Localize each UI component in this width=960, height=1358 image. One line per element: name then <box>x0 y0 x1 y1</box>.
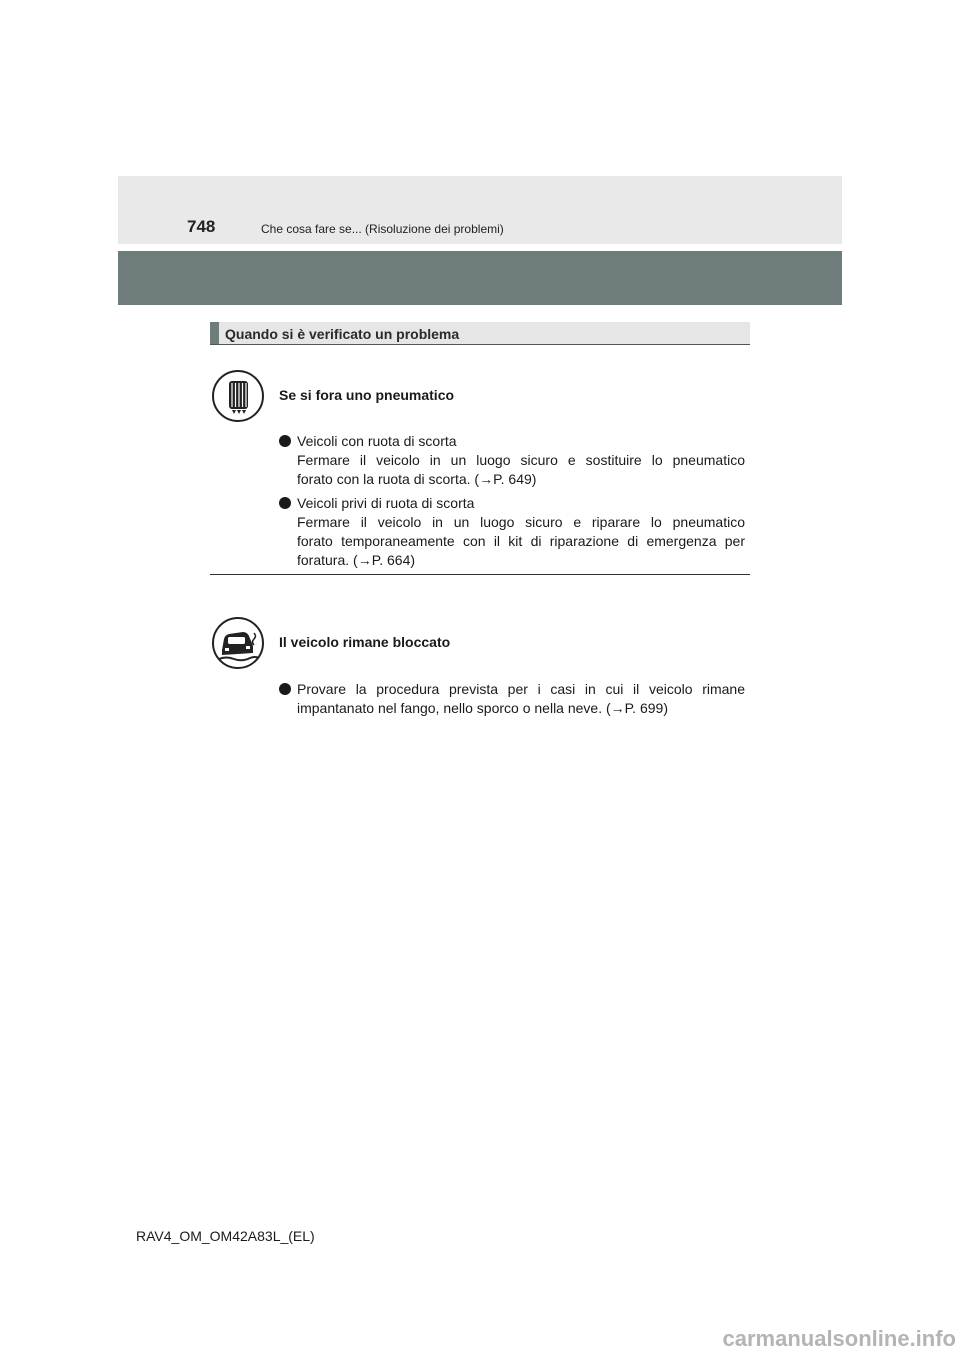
bullet-marker <box>279 497 291 509</box>
bullet-text-no-spare-wheel <box>297 494 745 570</box>
item-title-stuck-vehicle: Il veicolo rimane bloccato <box>279 634 451 650</box>
bullet-marker <box>279 435 291 447</box>
bullet-line: forato temporaneamente con il kit di riparazione di emergenza per <box>297 533 745 549</box>
section-heading-bar <box>210 322 219 344</box>
bullet-line: Fermare il veicolo in un luogo sicuro e sostituire lo pneumatico <box>297 452 745 468</box>
bullet-line: foratura. (→P. 664) <box>297 552 416 568</box>
bullet-text-spare-wheel <box>297 432 745 489</box>
bullet-line: forato con la ruota di scorta. (→P. 649) <box>297 471 537 487</box>
page-number: 748 <box>187 217 216 236</box>
watermark: carmanualsonline.info <box>722 1326 956 1351</box>
bullet-line: Provare la procedura prevista per i casi in cui il veicolo rimane <box>297 681 745 697</box>
bullet-marker <box>279 683 291 695</box>
page-header <box>118 176 842 244</box>
section-divider <box>210 574 750 575</box>
flat-tire-icon <box>212 370 264 422</box>
bullet-line: Fermare il veicolo in un luogo sicuro e riparare lo pneumatico <box>297 514 745 530</box>
bullet-text-stuck-procedure <box>297 680 745 718</box>
chapter-title: Che cosa fare se... (Risoluzione dei problemi) <box>261 222 504 236</box>
bullet-heading: Veicoli con ruota di scorta <box>297 433 457 449</box>
header-band <box>118 251 842 305</box>
section-heading <box>210 322 750 345</box>
bullet-line: impantanato nel fango, nello sporco o nella neve. (→P. 699) <box>297 700 668 716</box>
section-heading-label: Quando si è verificato un problema <box>225 326 460 342</box>
item-title-flat-tire: Se si fora uno pneumatico <box>279 387 455 403</box>
stuck-vehicle-icon <box>212 617 264 669</box>
document-code: RAV4_OM_OM42A83L_(EL) <box>136 1228 315 1244</box>
bullet-heading: Veicoli privi di ruota di scorta <box>297 495 475 511</box>
